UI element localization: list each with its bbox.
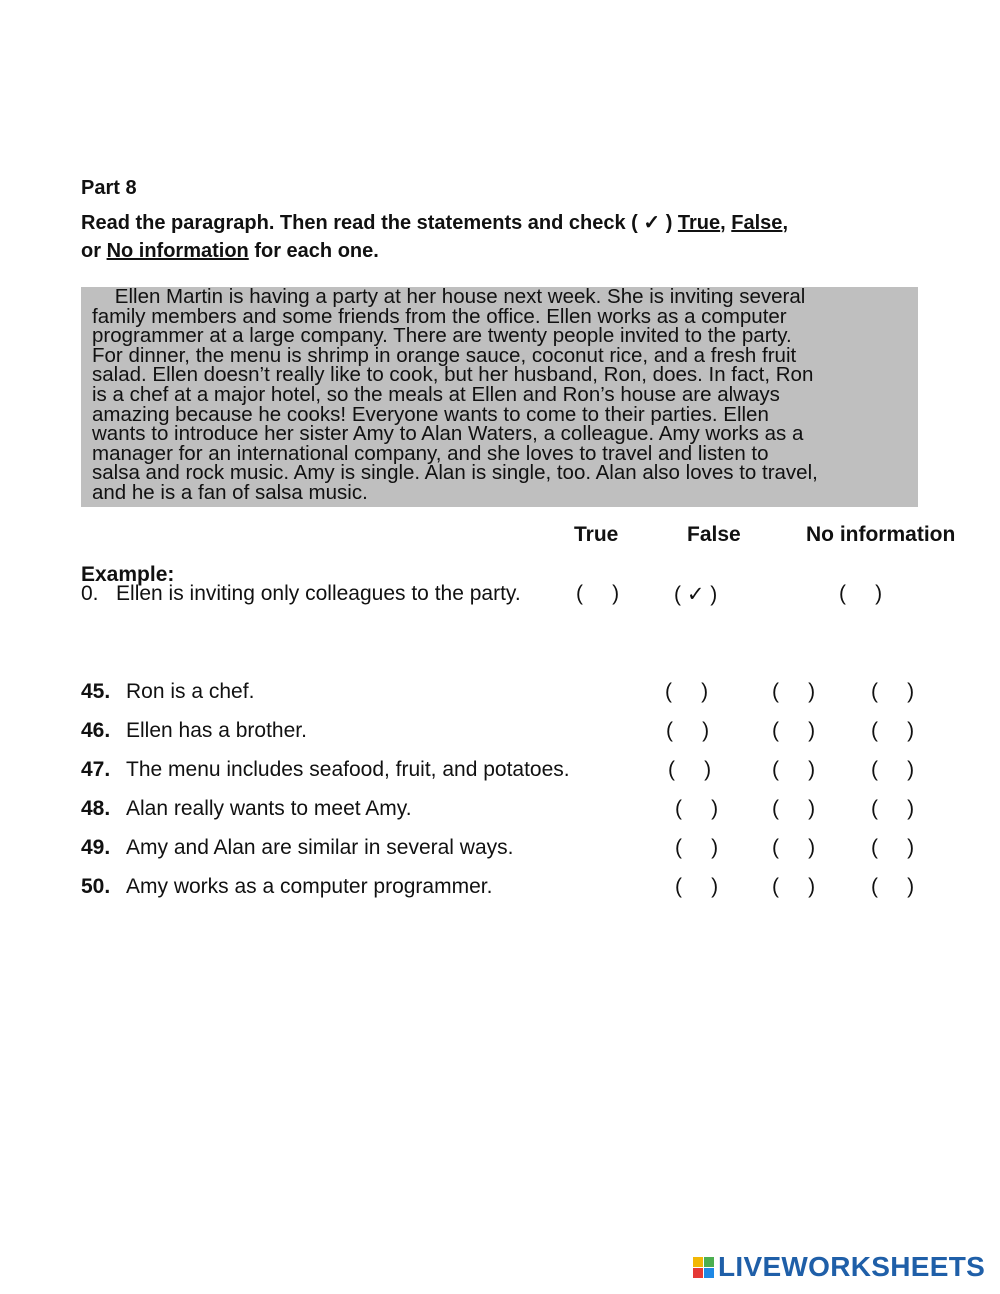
no-information-option-label: No information <box>106 240 249 262</box>
passage-line: Ellen Martin is having a party at her house next week. She is inviting several <box>92 285 806 308</box>
answer-false-q45[interactable]: ( ) <box>772 680 816 703</box>
question-text: Amy and Alan are similar in several ways. <box>126 836 514 859</box>
passage-line: is a chef at a major hotel, so the meals at Ellen and Ron’s house are always <box>92 383 780 406</box>
logo-icon-cell <box>693 1257 703 1267</box>
column-header-false: False <box>687 523 741 546</box>
passage-line: and he is a fan of salsa music. <box>92 481 368 504</box>
answer-true-q49[interactable]: ( ) <box>675 836 719 859</box>
reading-passage <box>81 287 918 507</box>
answer-no-information-q45[interactable]: ( ) <box>871 680 915 703</box>
question-text: Ron is a chef. <box>126 680 255 703</box>
passage-line: family members and some friends from the office. Ellen works as a computer <box>92 304 787 328</box>
answer-true-q47[interactable]: ( ) <box>668 758 712 781</box>
answer-no-information-q46[interactable]: ( ) <box>871 719 915 742</box>
passage-line: manager for an international company, and she loves to travel and listen to <box>92 441 769 465</box>
passage-line: salad. Ellen doesn’t really like to cook, but her husband, Ron, does. In fact, Ron <box>92 363 814 387</box>
question-text: Alan really wants to meet Amy. <box>126 797 412 820</box>
question-number: 45. <box>81 680 111 703</box>
instructions <box>81 209 921 265</box>
false-option-label: False <box>731 212 783 234</box>
passage-line: For dinner, the menu is shrimp in orange sauce, coconut rice, and a fresh fruit <box>92 343 797 367</box>
instructions-text-3: for each one. <box>248 240 379 262</box>
example-question: 0. Ellen is inviting only colleagues to the party. <box>81 582 521 605</box>
logo-text: LIVEWORKSHEETS <box>718 1251 986 1282</box>
answer-true-q48[interactable]: ( ) <box>675 797 719 820</box>
answer-no-information-q48[interactable]: ( ) <box>871 797 915 820</box>
answer-no-information-q50[interactable]: ( ) <box>871 875 915 898</box>
column-header-true: True <box>574 523 619 546</box>
instructions-comma: , <box>782 212 788 234</box>
question-text: Amy works as a computer programmer. <box>126 875 493 898</box>
instructions-comma: , <box>720 212 732 234</box>
example-true-mark: ( ) <box>576 582 620 605</box>
question-text: Ellen has a brother. <box>126 719 307 742</box>
answer-true-q45[interactable]: ( ) <box>665 680 709 703</box>
answer-true-q46[interactable]: ( ) <box>666 719 710 742</box>
answer-false-q46[interactable]: ( ) <box>772 719 816 742</box>
question-number: 48. <box>81 797 111 820</box>
passage-line: wants to introduce her sister Amy to Alan Waters, a colleague. Amy works as a <box>92 422 804 446</box>
logo-icon-cell <box>693 1268 703 1278</box>
answer-no-information-q49[interactable]: ( ) <box>871 836 915 859</box>
column-header-no-information: No information <box>806 523 956 546</box>
part-title: Part 8 <box>81 177 137 199</box>
example-no-information-mark: ( ) <box>839 582 883 605</box>
answer-false-q49[interactable]: ( ) <box>772 836 816 859</box>
example-label: Example: <box>81 563 175 586</box>
question-number: 47. <box>81 758 111 781</box>
liveworksheets-logo <box>693 1251 985 1283</box>
instructions-text-1: Read the paragraph. Then read the statements and check ( ✓ ) <box>81 212 678 234</box>
passage-line: salsa and rock music. Amy is single. Alan is single, too. Alan also loves to travel, <box>92 461 818 485</box>
answer-false-q47[interactable]: ( ) <box>772 758 816 781</box>
passage-line: programmer at a large company. There are twenty people invited to the party. <box>92 324 792 348</box>
instructions-text-2: or <box>81 240 107 262</box>
answer-no-information-q47[interactable]: ( ) <box>871 758 915 781</box>
answer-true-q50[interactable]: ( ) <box>675 875 719 898</box>
true-option-label: True <box>677 212 721 234</box>
question-text: The menu includes seafood, fruit, and potatoes. <box>126 758 570 781</box>
logo-icon-cell <box>704 1268 714 1278</box>
answer-false-q48[interactable]: ( ) <box>772 797 816 820</box>
liveworksheets-icon <box>693 1257 714 1278</box>
passage-line: amazing because he cooks! Everyone wants to come to their parties. Ellen <box>92 402 769 426</box>
answer-false-q50[interactable]: ( ) <box>772 875 816 898</box>
example-false-checked-mark: ( ✓ ) <box>674 583 718 606</box>
question-number: 49. <box>81 836 111 859</box>
logo-icon-cell <box>704 1257 714 1267</box>
question-number: 46. <box>81 719 111 742</box>
question-number: 50. <box>81 875 111 898</box>
